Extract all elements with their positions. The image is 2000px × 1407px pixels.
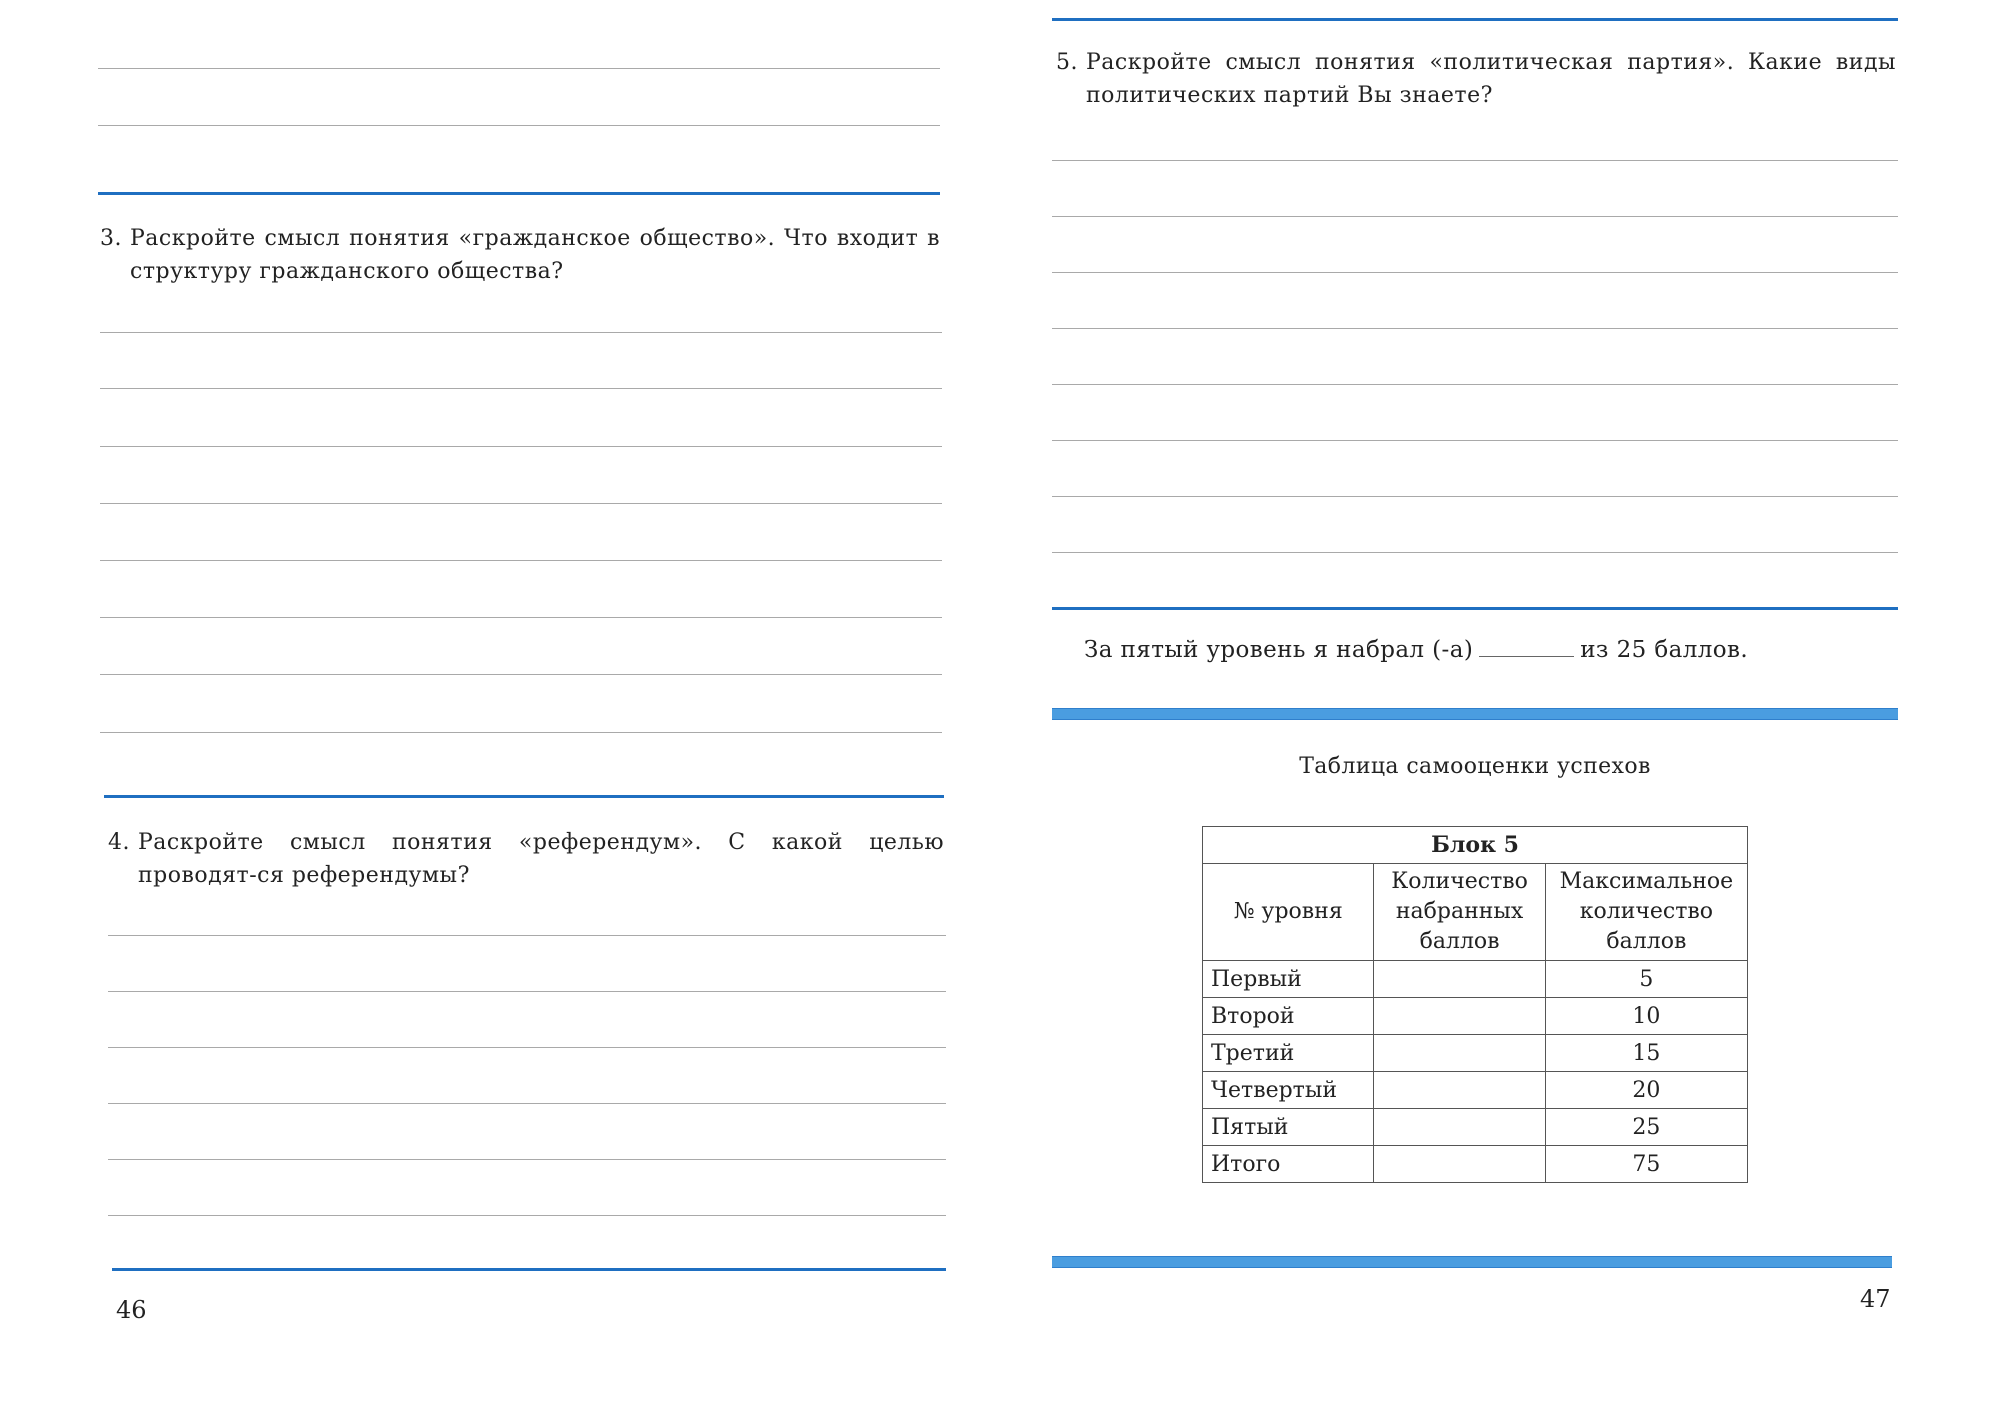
row-level: Первый [1203,961,1374,998]
answer-line[interactable] [100,674,942,675]
score-text-after: из 25 баллов. [1580,637,1749,663]
answer-line[interactable] [98,68,940,69]
table-row [1203,1035,1748,1072]
row-level: Второй [1203,998,1374,1035]
answer-line[interactable] [98,125,940,126]
question-5 [1056,46,1896,112]
header-level: № уровня [1203,864,1374,961]
section-divider [98,192,940,195]
section-divider [1052,18,1898,21]
answer-line[interactable] [100,388,942,389]
answer-line[interactable] [108,935,946,936]
answer-line[interactable] [100,617,942,618]
section-band [1052,1256,1892,1268]
answer-line[interactable] [1052,496,1898,497]
row-max: 25 [1545,1109,1747,1146]
page-number: 46 [116,1296,147,1324]
answer-line[interactable] [100,560,942,561]
section-divider [1052,607,1898,610]
row-level: Итого [1203,1146,1374,1183]
row-max: 5 [1545,961,1747,998]
question-text: Раскройте смысл понятия «гражданское общество». Что входит в структуру гражданского общества? [130,226,940,284]
answer-line[interactable] [100,332,942,333]
table-row [1203,1146,1748,1183]
row-scored-cell[interactable] [1374,1109,1545,1146]
table-block-title: Блок 5 [1203,827,1748,864]
row-max: 10 [1545,998,1747,1035]
row-scored-cell[interactable] [1374,1072,1545,1109]
answer-line[interactable] [108,1047,946,1048]
answer-line[interactable] [1052,160,1898,161]
answer-line[interactable] [1052,552,1898,553]
answer-line[interactable] [1052,328,1898,329]
table-row [1203,1109,1748,1146]
row-max: 20 [1545,1072,1747,1109]
question-4 [108,826,944,892]
answer-line[interactable] [1052,272,1898,273]
question-number: 3. [100,226,122,251]
answer-line[interactable] [108,1103,946,1104]
answer-line[interactable] [108,1159,946,1160]
row-scored-cell[interactable] [1374,961,1545,998]
section-divider [112,1268,946,1271]
table-caption: Таблица самооценки успехов [1299,754,1651,779]
question-text: Раскройте смысл понятия «референдум». С какой целью проводят-ся референдумы? [138,830,944,888]
score-line [1084,636,1748,663]
table-row [1203,961,1748,998]
score-blank-field[interactable] [1479,636,1574,657]
answer-line[interactable] [1052,216,1898,217]
header-scored: Количество набранных баллов [1374,864,1545,961]
right-page [1000,0,2000,1407]
answer-line[interactable] [108,1215,946,1216]
score-text-before: За пятый уровень я набрал (-а) [1084,637,1474,663]
answer-line[interactable] [1052,384,1898,385]
row-level: Третий [1203,1035,1374,1072]
row-scored-cell[interactable] [1374,1146,1545,1183]
table-row [1203,1072,1748,1109]
page-number: 47 [1860,1285,1891,1313]
row-max: 15 [1545,1035,1747,1072]
answer-line[interactable] [100,503,942,504]
row-level: Четвертый [1203,1072,1374,1109]
table-row [1203,998,1748,1035]
row-scored-cell[interactable] [1374,998,1545,1035]
row-scored-cell[interactable] [1374,1035,1545,1072]
row-level: Пятый [1203,1109,1374,1146]
answer-line[interactable] [100,732,942,733]
row-max: 75 [1545,1146,1747,1183]
question-number: 4. [108,830,130,855]
header-max: Максимальное количество баллов [1545,864,1747,961]
answer-line[interactable] [1052,440,1898,441]
question-number: 5. [1056,50,1078,75]
question-3 [100,222,940,288]
section-divider [104,795,944,798]
answer-line[interactable] [108,991,946,992]
answer-line[interactable] [100,446,942,447]
section-band [1052,708,1898,720]
question-text: Раскройте смысл понятия «политическая партия». Какие виды политических партий Вы знаете? [1086,50,1896,108]
self-assessment-table [1202,826,1748,1183]
